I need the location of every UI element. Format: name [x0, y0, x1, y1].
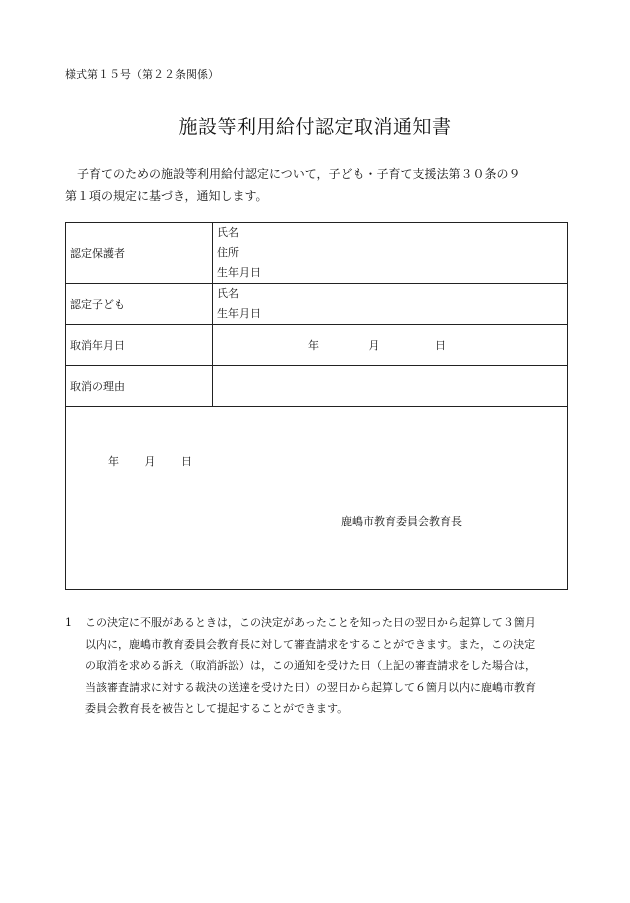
note-number: 1	[65, 616, 72, 629]
notice-form-table	[65, 222, 568, 590]
cancel-date-year: 年	[308, 339, 319, 352]
issue-date	[108, 453, 192, 469]
intro-line-1: 子育てのための施設等利用給付認定について，子ども・子育て支援法第３０条の９	[77, 167, 521, 181]
note-line-2: 以内に，鹿嶋市教育委員会教育長に対して審査請求をすることができます。また，この決定	[85, 637, 536, 651]
cancel-reason-row	[66, 366, 568, 407]
issue-date-day: 日	[181, 455, 192, 468]
guardian-fields	[213, 223, 568, 284]
child-birthdate-field: 生年月日	[217, 307, 261, 320]
issue-date-month: 月	[144, 455, 156, 468]
signature-row	[66, 407, 568, 590]
child-row	[66, 284, 568, 325]
cancel-date-label: 取消年月日	[66, 325, 213, 366]
cancel-date-value	[213, 325, 568, 366]
guardian-address-field: 住所	[217, 246, 239, 259]
note-line-1: この決定に不服があるときは，この決定があったことを知った日の翌日から起算して３箇月	[85, 616, 536, 629]
intro-paragraph	[65, 163, 575, 207]
cancel-date-row	[66, 325, 568, 366]
note-line-4: 当該審査請求に対する裁決の送達を受けた日）の翌日から起算して６箇月以内に鹿嶋市教育	[85, 680, 536, 694]
guardian-label: 認定保護者	[66, 223, 213, 284]
note-line-5: 委員会教育長を被告として提起することができます。	[85, 702, 349, 715]
guardian-name-field: 氏名	[217, 226, 239, 239]
form-number: 様式第１５号（第２２条関係）	[65, 68, 219, 81]
note-line-3: の取消を求める訴え（取消訴訟）は，この通知を受けた日（上記の審査請求をした場合は，	[85, 659, 536, 672]
guardian-row	[66, 223, 568, 284]
issuer-name: 鹿嶋市教育委員会教育長	[341, 515, 462, 528]
child-fields	[213, 284, 568, 325]
cancel-reason-label: 取消の理由	[66, 366, 213, 407]
document-title: 施設等利用給付認定取消通知書	[178, 116, 452, 138]
cancel-reason-value	[213, 366, 568, 407]
child-label: 認定子ども	[66, 284, 213, 325]
cancel-date-month: 月	[368, 339, 380, 352]
signature-cell	[66, 407, 568, 590]
issue-date-year: 年	[108, 455, 119, 468]
appeal-note	[65, 612, 580, 720]
cancel-date-day: 日	[435, 339, 446, 352]
intro-line-2: 第１項の規定に基づき，通知します。	[65, 189, 268, 203]
signature-area	[66, 407, 567, 589]
child-name-field: 氏名	[217, 287, 239, 300]
guardian-birthdate-field: 生年月日	[217, 266, 261, 279]
